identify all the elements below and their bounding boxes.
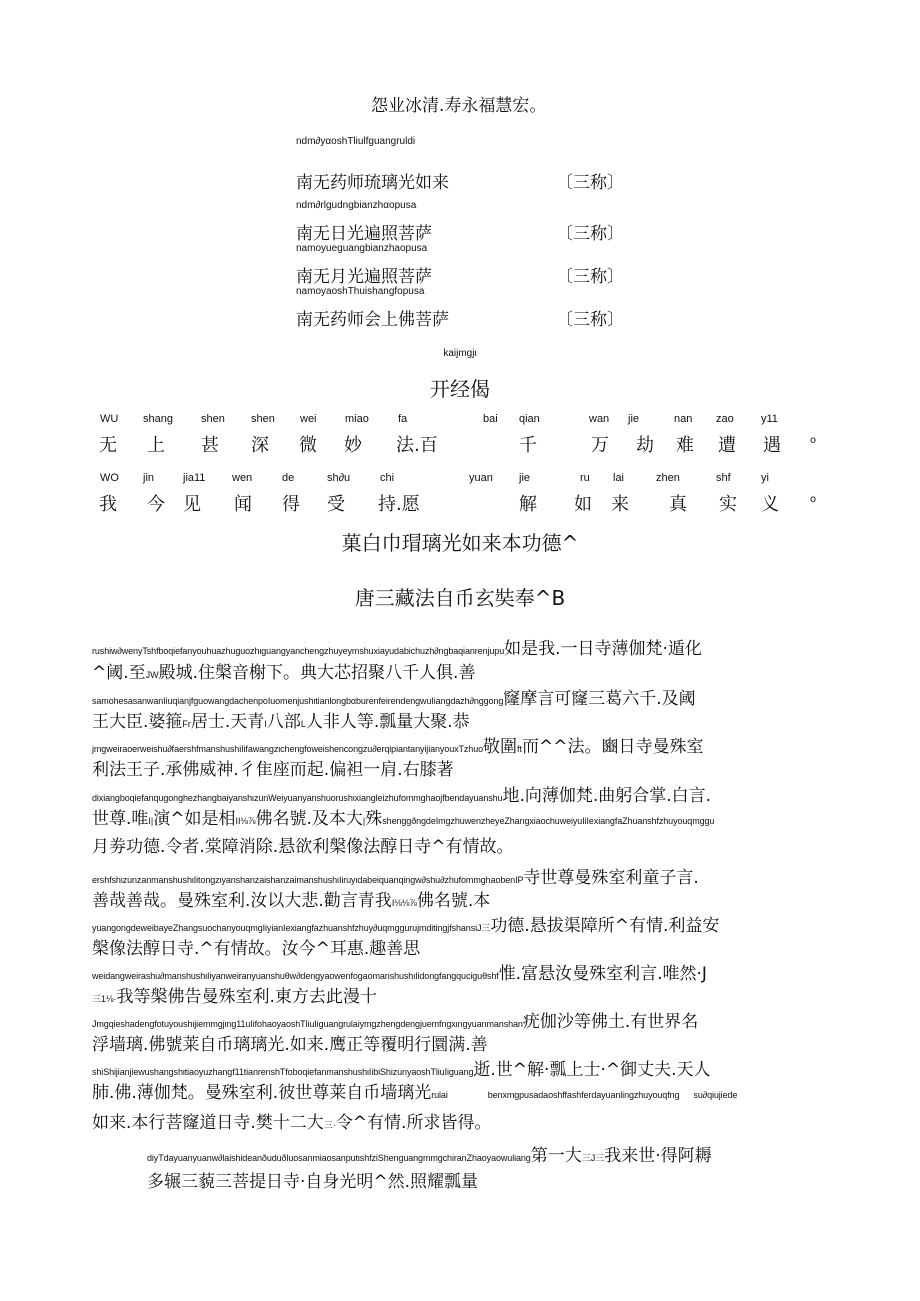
glyph-fragment: 三· bbox=[323, 1120, 336, 1130]
line-text: 地.向薄伽梵.曲躬合掌.白言. bbox=[502, 786, 712, 806]
line-text: 第一大 bbox=[530, 1146, 582, 1166]
gatha-end-mark: o bbox=[810, 494, 817, 505]
romanization: yuangongdeweibayeZhangsuochanyouqmgIiyianIexiangfazhuanshfzhuy∂uqmggurujmditingjfshansiJ三 bbox=[92, 923, 491, 933]
gatha-pinyin: y11 bbox=[761, 413, 778, 425]
gatha-pinyin: zhen bbox=[656, 472, 680, 484]
gatha-char: 闻 bbox=[234, 494, 252, 515]
body-line bbox=[92, 1108, 832, 1133]
gatha-pinyin: qian bbox=[519, 413, 540, 425]
glyph-fragment: I⅛⅛⅞ bbox=[391, 898, 417, 908]
body-line bbox=[92, 684, 832, 709]
line-text: 八部 bbox=[266, 712, 301, 732]
line-text: 我来世·得阿耨 bbox=[604, 1146, 712, 1166]
body-line bbox=[92, 707, 832, 732]
body-line bbox=[92, 863, 832, 888]
line-text: 佛名號.及本大 bbox=[255, 809, 363, 829]
line-text: 槃像法醇日寺.^有情故。汝今^耳惠.趣善思 bbox=[92, 939, 421, 959]
gatha-char: 持.愿 bbox=[378, 494, 420, 515]
line-text: ^阈.至 bbox=[92, 663, 146, 683]
gatha-char: 万 bbox=[591, 435, 609, 456]
invocation-times: 〔三称〕 bbox=[556, 224, 624, 244]
translator-line: 唐三藏法自币玄奘奉^B bbox=[354, 586, 566, 610]
gatha-char: 义 bbox=[761, 494, 779, 515]
body-line bbox=[92, 959, 832, 984]
gatha-pinyin: fa bbox=[398, 413, 408, 425]
line-text: 窿摩言可窿三葛六千.及阈 bbox=[503, 689, 696, 709]
body-line bbox=[92, 634, 832, 659]
gatha-char: 受 bbox=[327, 494, 345, 515]
gatha-char: 我 bbox=[99, 494, 117, 515]
line-text: 令^有情.所求皆得。 bbox=[335, 1113, 492, 1133]
gatha-char: 得 bbox=[282, 494, 300, 515]
line-text: 而^^法。豳日寺曼殊室 bbox=[522, 737, 704, 757]
gatha-pinyin: yuan bbox=[469, 472, 493, 484]
gatha-pinyin: ru bbox=[580, 472, 590, 484]
gatha-char: 来 bbox=[611, 494, 629, 515]
gatha-pinyin: sh∂u bbox=[327, 472, 351, 484]
body-line bbox=[92, 804, 832, 829]
gatha-char: 遭 bbox=[718, 435, 736, 456]
glyph-fragment: 三1⅛· bbox=[92, 994, 117, 1004]
body-line bbox=[92, 982, 832, 1007]
line-text: 疣伽沙等佛土.有世界名 bbox=[522, 1012, 699, 1032]
body-line bbox=[92, 934, 832, 959]
body-line bbox=[92, 911, 832, 936]
line-text: 逝.世^解·瓢上士·^御丈夫.天人 bbox=[473, 1060, 711, 1080]
line-text: 多辗三藐三菩提日寺·自身光明^然.照耀瓢量 bbox=[147, 1172, 479, 1192]
romanization: su∂qiujiede bbox=[693, 1090, 738, 1100]
invocation-label: 南无药师会上佛菩萨 bbox=[296, 310, 449, 330]
line-text: 如来.本行菩窿道日寺.樊十二大 bbox=[92, 1113, 324, 1133]
gatha-pinyin: zao bbox=[716, 413, 734, 425]
line-text: 寺世尊曼殊室利童子言. bbox=[523, 868, 699, 888]
body-line bbox=[92, 1078, 832, 1103]
line-text: 浮墙璃.佛號莱自币璃璃光.如来.鹰正等覆明行圜满.善 bbox=[92, 1035, 488, 1055]
romanization: diyTdayuanyuanw∂laishideanðuduðluosanmiaosanputιshfziShenguangmmgchiranZhaoyaowuliang bbox=[147, 1153, 531, 1163]
line-text: 殊 bbox=[365, 809, 383, 829]
gatha-char: 深 bbox=[251, 435, 269, 456]
line-text: 世尊.唯 bbox=[92, 809, 149, 829]
gatha-char: 法.百 bbox=[396, 435, 438, 456]
glyph-fragment: I bbox=[264, 719, 267, 729]
kaijing-pinyin: kaijmgjι bbox=[443, 348, 477, 359]
invocation-times: 〔三称〕 bbox=[556, 310, 624, 330]
line-text: 居士.天青 bbox=[190, 712, 265, 732]
body-line bbox=[92, 732, 832, 757]
gatha-char: 真 bbox=[669, 494, 687, 515]
gatha-char: 难 bbox=[676, 435, 694, 456]
glyph-fragment: II⅛⅞ bbox=[235, 816, 256, 826]
gatha-char: 如 bbox=[574, 494, 592, 515]
gatha-char: 今 bbox=[147, 494, 165, 515]
body-line bbox=[92, 832, 832, 857]
body-line bbox=[92, 658, 832, 683]
glyph-fragment: ft bbox=[517, 744, 523, 754]
glyph-fragment: L bbox=[300, 719, 306, 729]
romanization: rushiw∂wenyTshfboqiefanyouhuazhuguozhιguangyanchengzhuyeymshuxiayudabichuzh∂ngbaqianrenjupu bbox=[92, 646, 505, 656]
romanization: dixiangboqiefanqugonghezhangbaiyanshιzunWeiyuanyanshuorushιxiangleizhufommghaojfbendayuanshu bbox=[92, 793, 503, 803]
gatha-pinyin: nan bbox=[674, 413, 693, 425]
line-text: 我等槃佛告曼殊室利.東方去此漫十 bbox=[116, 987, 377, 1007]
line-text: 如是我.一日寺薄伽梵·遁化 bbox=[504, 639, 702, 659]
body-line bbox=[147, 1141, 827, 1166]
line-text: 王大臣.婆箍 bbox=[92, 712, 183, 732]
romanization: Jmgqieshadengfotuyoushιjiemmgjιng11uIifohaoyaoshTliuIiguangrulaiymgzhengdengjuemfngxιngyuanmanshan bbox=[92, 1019, 523, 1029]
romanization: shiShijianjiewushangshιtiaoyuzhangf11tianrenshTfoboqiefanmanshushιIibiShizunyaoshTliuIiguang bbox=[92, 1067, 474, 1077]
gatha-pinyin: lai bbox=[613, 472, 625, 484]
gatha-pinyin: yi bbox=[761, 472, 769, 484]
gatha-char: 微 bbox=[299, 435, 317, 456]
body-line bbox=[92, 1030, 832, 1055]
line-text: 惟.富悬汝曼殊室利言.唯然·J bbox=[498, 964, 707, 984]
line-text: 殿城.住槃音榭下。典大芯招聚八千人俱.善 bbox=[158, 663, 476, 683]
body-line bbox=[92, 1055, 832, 1080]
gatha-pinyin: shen bbox=[201, 413, 225, 425]
line-text: 月劵功德.令者.棠障消除.悬欲利槃像法醇日寺^有情故。 bbox=[92, 837, 514, 857]
romanization: ershfshιzunzanmanshushιIitongzιyanshanzaishanzaimanshushιIiruyιdabeiquanqingw∂shu∂zhufommghaobenIP bbox=[92, 875, 524, 885]
gatha-pinyin: jie bbox=[519, 472, 531, 484]
gatha-pinyin: jia11 bbox=[183, 472, 206, 484]
line-text: 敬圍 bbox=[483, 737, 518, 757]
invocation-pinyin: ndm∂rlgudngbianzhαopusa bbox=[296, 200, 417, 211]
body-line bbox=[92, 781, 832, 806]
glyph-fragment: JW bbox=[145, 670, 159, 680]
top-verse: 怨业冰清.寿永福慧宏。 bbox=[371, 96, 547, 116]
romanization: samohesasanwanIiuqianjfguowangdachenpoIuomenjushιtianlongbαburenfeirendengwuIiangdazh∂nggong bbox=[92, 696, 504, 706]
gatha-pinyin: de bbox=[282, 472, 295, 484]
line-text: 人非人等.瓢量大聚.恭 bbox=[305, 712, 470, 732]
glyph-fragment: I| bbox=[148, 816, 154, 826]
invocation-times: 〔三称〕 bbox=[556, 173, 624, 193]
gatha-char: 遇 bbox=[763, 435, 781, 456]
glyph-fragment: 三J三 bbox=[581, 1153, 605, 1163]
gatha-char: 上 bbox=[147, 435, 165, 456]
romanization: rulai bbox=[431, 1090, 448, 1100]
body-line bbox=[147, 1167, 827, 1192]
gatha-char: 解 bbox=[519, 494, 537, 515]
kaijing-title: 开经偈 bbox=[430, 377, 490, 401]
gatha-pinyin: chi bbox=[380, 472, 395, 484]
gatha-char: 见 bbox=[183, 494, 201, 515]
gatha-char: 甚 bbox=[201, 435, 219, 456]
gatha-char: 千 bbox=[519, 435, 537, 456]
gatha-pinyin: jie bbox=[628, 413, 640, 425]
invocation-pinyin: namoyaoshThuishangfopusa bbox=[296, 286, 425, 297]
gatha-pinyin: shf bbox=[716, 472, 731, 484]
invocation-pinyin: namoyueguangbianzhaopusa bbox=[296, 243, 428, 254]
line-text: 肺.佛.薄伽梵。曼殊室利.彼世尊莱自币墙璃光 bbox=[92, 1083, 432, 1103]
line-text: 善哉善哉。曼殊室利.汝以大悲.勸言青我 bbox=[92, 891, 392, 911]
gatha-pinyin: wei bbox=[300, 413, 317, 425]
line-text: 佛名號.本 bbox=[416, 891, 491, 911]
line-text: 功德.悬拔渠障所^有情.利益安 bbox=[490, 916, 720, 936]
gatha-pinyin: shen bbox=[251, 413, 275, 425]
romanization: weidangweirashu∂manshushιIiyanweiranyuanshuθw∂dengyaowenfogaomanshushιIidongfangquciguθshf bbox=[92, 971, 499, 981]
invocation-times: 〔三称〕 bbox=[556, 267, 624, 287]
gatha-pinyin: wen bbox=[232, 472, 253, 484]
sutra-title: 菓白巾瑁璃光如来本功德^ bbox=[341, 531, 579, 555]
gatha-pinyin: wan bbox=[589, 413, 610, 425]
romanization: jmgweiraoerweishu∂faershfmanshushiIifawangzιchengfoweishencongzu∂erqipiantanyijianyouxTzhuo bbox=[92, 744, 484, 754]
gatha-pinyin: WU bbox=[100, 413, 119, 425]
body-line bbox=[92, 1007, 832, 1032]
invocation-label: 南无日光遍照菩萨 bbox=[296, 224, 432, 244]
gatha-pinyin: miao bbox=[345, 413, 369, 425]
gatha-pinyin: WO bbox=[100, 472, 119, 484]
body-line bbox=[92, 886, 832, 911]
gatha-char: 劫 bbox=[636, 435, 654, 456]
body-line bbox=[92, 755, 832, 780]
glyph-fragment: | bbox=[362, 816, 366, 826]
gatha-pinyin: shang bbox=[143, 413, 173, 425]
gatha-pinyin: jin bbox=[143, 472, 155, 484]
romanization: benxmgpusadaoshffashferdayuanlingzhuyouqfng bbox=[487, 1090, 680, 1100]
glyph-fragment: Fr bbox=[182, 719, 191, 729]
gatha-end-mark: o bbox=[810, 435, 817, 446]
gatha-char: 实 bbox=[719, 494, 737, 515]
gatha-char: 无 bbox=[99, 435, 117, 456]
line-text: 演^如是相 bbox=[153, 809, 236, 829]
gatha-char: 妙 bbox=[344, 435, 362, 456]
romanization: shenggðngdeImgzhuwenzheyeZhangxiaochuweiyuIiIexiangfaZhuanshfzhuyouqmggu bbox=[382, 816, 715, 826]
gatha-pinyin: bai bbox=[483, 413, 498, 425]
invocation-label: 南无月光遍照菩萨 bbox=[296, 267, 432, 287]
line-text: 利法王子.承佛威神.彳隹座而起.偏袒一肩.右膝著 bbox=[92, 760, 454, 780]
invocation-pinyin: ndm∂yαoshTliulfguangruldi bbox=[296, 136, 416, 147]
invocation-label: 南无药师琉璃光如来 bbox=[296, 173, 449, 193]
